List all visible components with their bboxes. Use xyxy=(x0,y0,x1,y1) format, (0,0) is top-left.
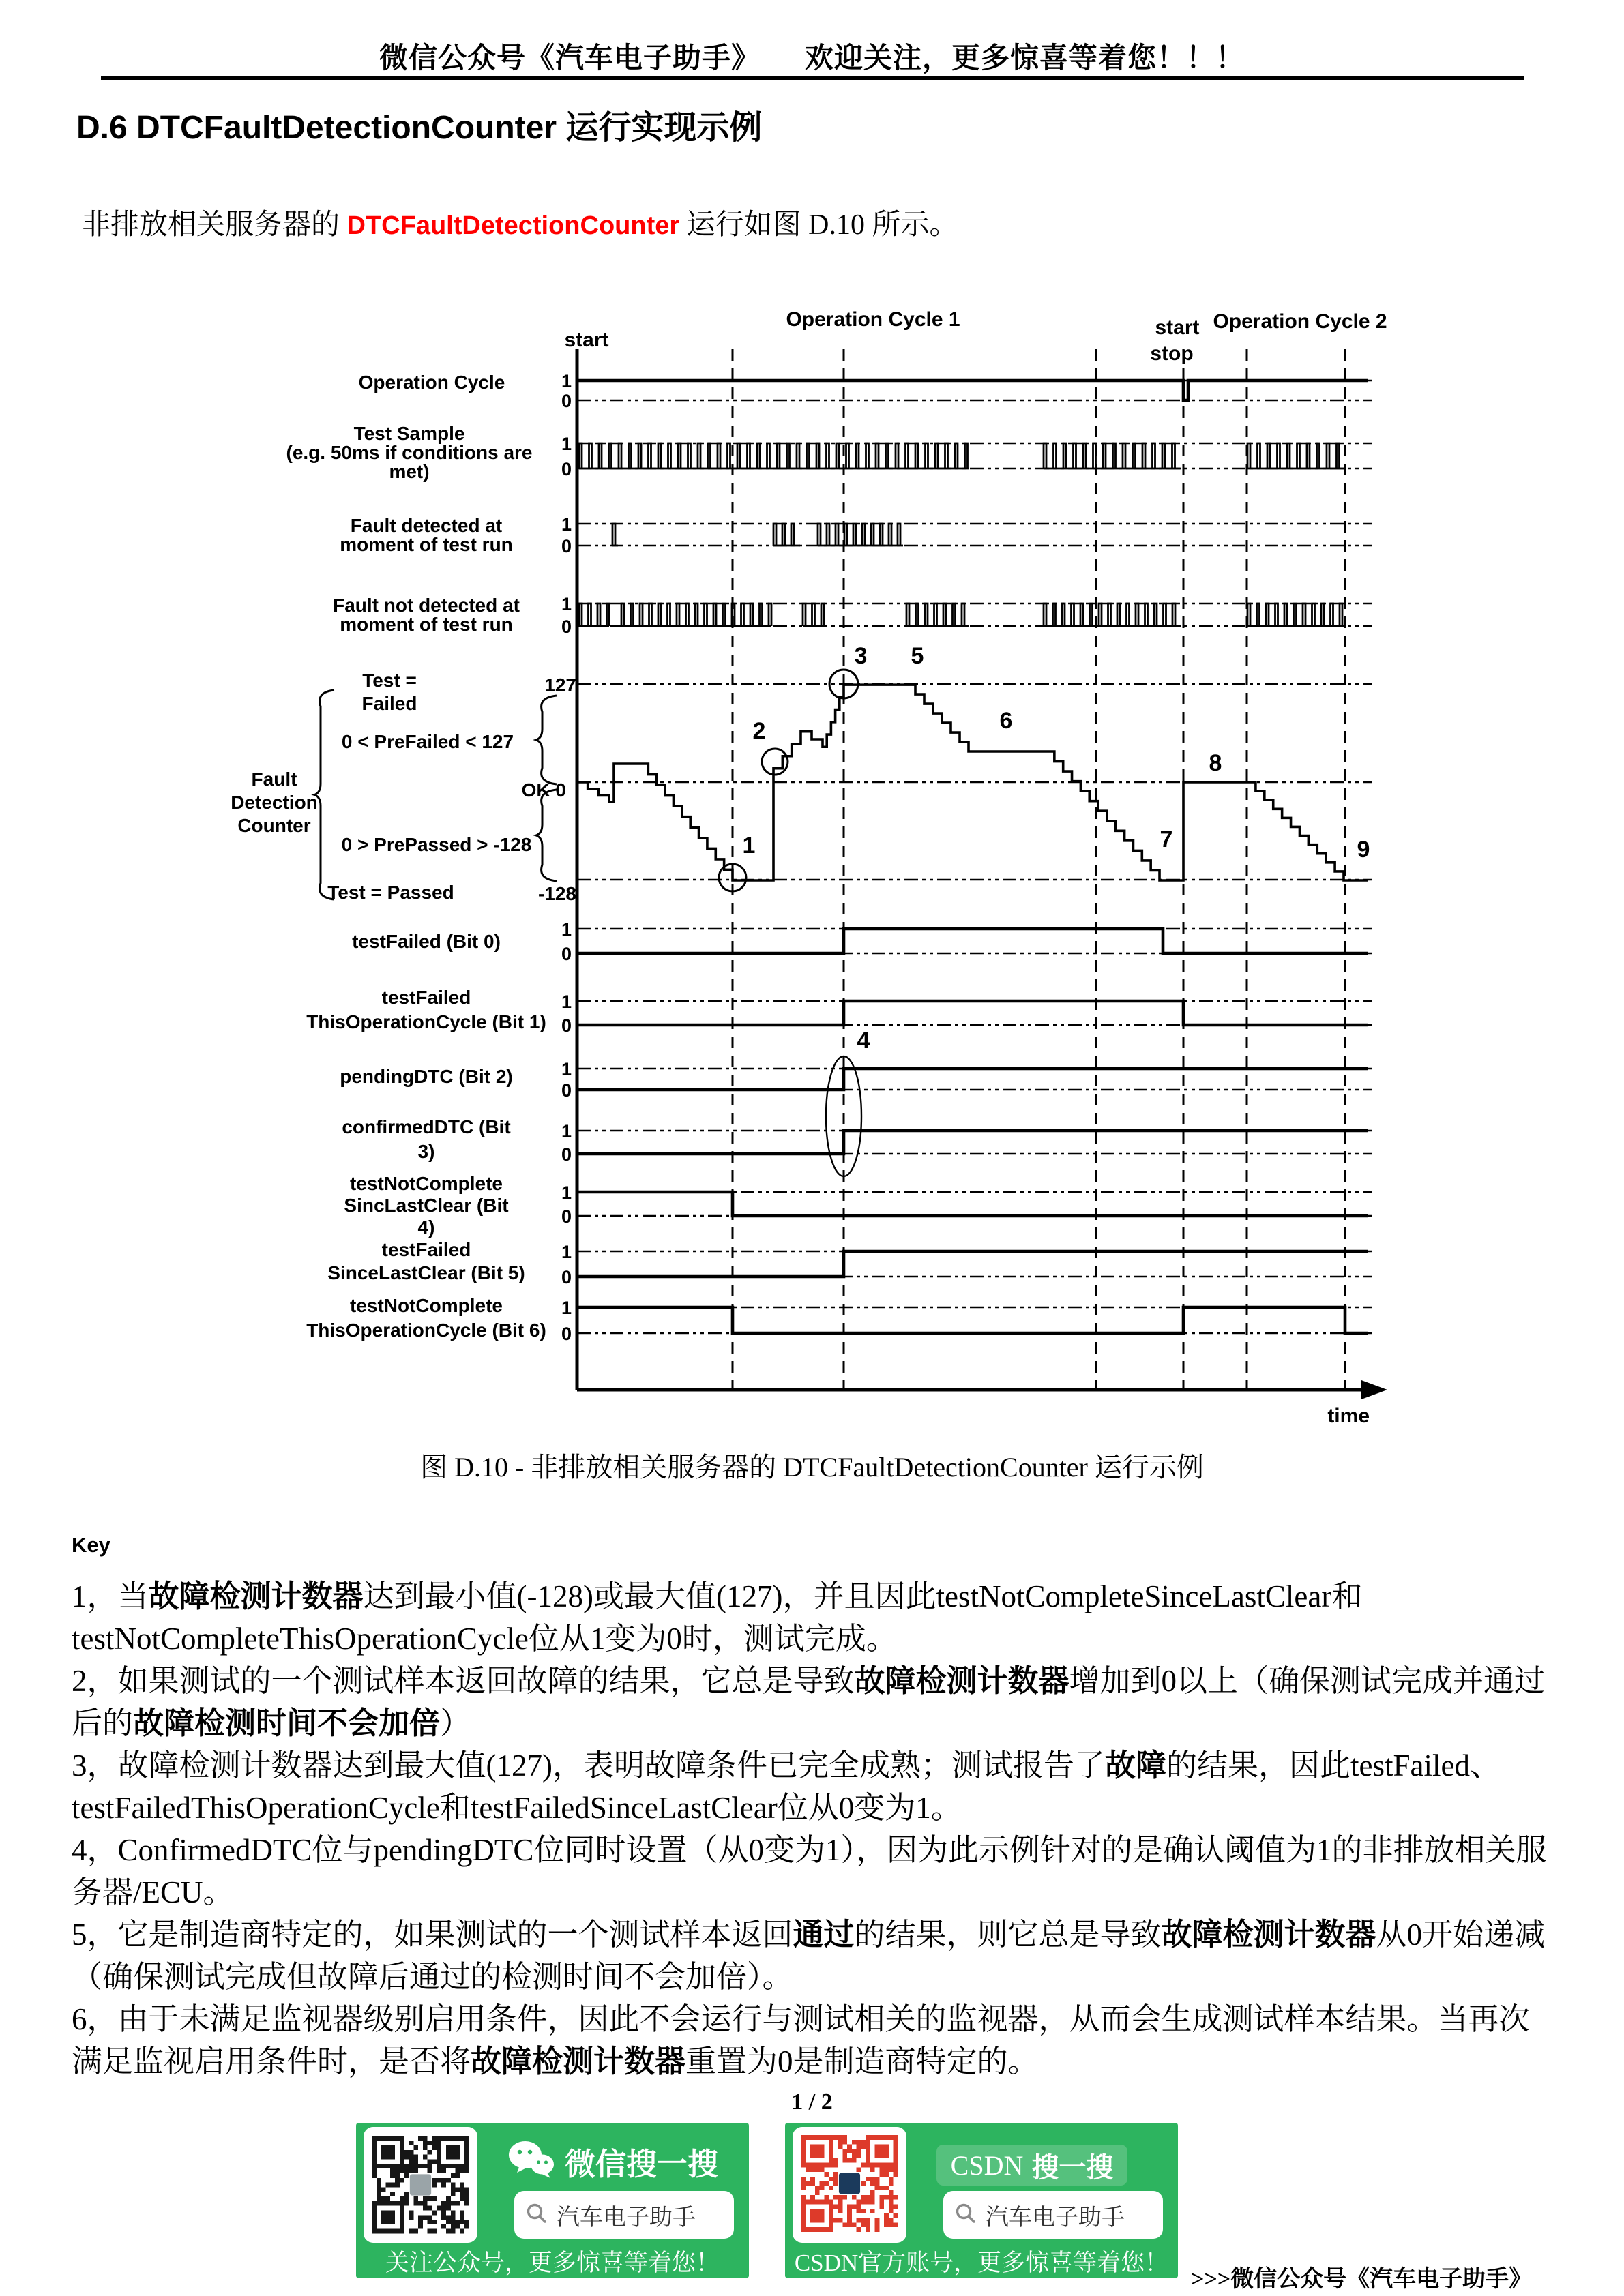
key-item: 2，如果测试的一个测试样本返回故障的结果，它总是导致故障检测计数器增加到0以上（确保测试完成并通过后的故障检测时间不会加倍） xyxy=(72,1664,1546,1740)
csdn-qr-code xyxy=(801,2135,898,2232)
brace xyxy=(536,790,557,881)
svg-text:Operation Cycle 2: Operation Cycle 2 xyxy=(1213,310,1387,333)
brace xyxy=(536,696,557,784)
wechat-card xyxy=(356,2123,749,2278)
figure-d10-timing-diagram xyxy=(0,293,1624,1446)
svg-text:testNotComplete: testNotComplete xyxy=(349,1173,503,1194)
csdn-qr-panel xyxy=(793,2127,906,2243)
key-section xyxy=(72,1533,1559,2083)
svg-text:0: 0 xyxy=(561,536,572,556)
svg-text:stop: stop xyxy=(1150,342,1194,365)
row-operation-cycle xyxy=(359,371,1372,411)
svg-text:0: 0 xyxy=(561,459,572,479)
page-number: 1 / 2 xyxy=(791,2089,833,2115)
svg-text:met): met) xyxy=(389,461,430,482)
svg-text:0: 0 xyxy=(561,1015,572,1036)
svg-text:1: 1 xyxy=(561,371,572,391)
intro-pre: 非排放相关服务器的 xyxy=(82,209,347,241)
svg-text:0 < PreFailed < 127: 0 < PreFailed < 127 xyxy=(341,731,514,752)
row-testFailedSinceLastClear-bit5 xyxy=(327,1239,1372,1287)
svg-text:6: 6 xyxy=(999,708,1013,734)
svg-text:Counter: Counter xyxy=(237,815,311,836)
svg-text:Failed: Failed xyxy=(361,693,417,714)
row-testNotCompleteSincLastClear-bit4 xyxy=(344,1173,1372,1238)
svg-text:pendingDTC (Bit 2): pendingDTC (Bit 2) xyxy=(340,1066,513,1087)
svg-text:127: 127 xyxy=(544,674,576,696)
svg-text:1: 1 xyxy=(561,1242,572,1262)
svg-text:start: start xyxy=(1155,316,1200,339)
cycle-labels xyxy=(564,308,1387,365)
dtc-counter-highlight: DTCFaultDetectionCounter xyxy=(346,211,680,240)
axes xyxy=(577,349,1387,1427)
svg-text:1: 1 xyxy=(561,1121,572,1142)
csdn-search-bar xyxy=(943,2191,1163,2239)
row-fault-detected xyxy=(340,514,1372,556)
svg-text:1: 1 xyxy=(561,1182,572,1203)
wechat-qr-code xyxy=(372,2135,469,2235)
time-arrow-icon xyxy=(1361,1380,1387,1399)
svg-text:0: 0 xyxy=(561,1080,572,1101)
svg-text:8: 8 xyxy=(1209,750,1222,776)
csdn-search-text: 汽车电子助手 xyxy=(986,2204,1125,2231)
figure-caption: 图 D.10 - 非排放相关服务器的 DTCFaultDetectionCounter 运行示例 xyxy=(420,1452,1204,1482)
row-testFailed-bit0 xyxy=(352,919,1372,964)
svg-text:Fault not detected at: Fault not detected at xyxy=(333,595,520,616)
key-items xyxy=(72,1575,1559,2083)
wechat-card-caption: 关注公众号，更多惊喜等着您！ xyxy=(385,2250,720,2276)
svg-text:time: time xyxy=(1327,1405,1370,1427)
key-item: 4，ConfirmedDTC位与pendingDTC位同时设置（从0变为1），因为此示例针对的是确认阈值为1的非排放相关服务器/ECU。 xyxy=(72,1833,1547,1909)
svg-text:1: 1 xyxy=(561,992,572,1012)
svg-text:Test =: Test = xyxy=(362,670,417,691)
svg-text:9: 9 xyxy=(1357,837,1370,863)
fdc-event-markers xyxy=(719,643,1370,1176)
fault-detection-counter xyxy=(231,670,1372,904)
svg-text:2: 2 xyxy=(752,718,766,744)
csdn-brand-text: CSDN xyxy=(950,2149,1024,2181)
svg-text:-128: -128 xyxy=(537,883,576,904)
wechat-search-text: 汽车电子助手 xyxy=(557,2204,696,2231)
svg-text:0: 0 xyxy=(561,1144,572,1165)
svg-text:3: 3 xyxy=(854,643,868,669)
intro-post: 运行如图 D.10 所示。 xyxy=(679,209,958,241)
svg-text:testNotComplete: testNotComplete xyxy=(349,1295,503,1316)
svg-text:OK 0: OK 0 xyxy=(521,779,566,801)
svg-text:1: 1 xyxy=(561,594,572,614)
wechat-search-bar xyxy=(514,2191,734,2239)
search-icon xyxy=(954,2202,977,2228)
dashed-gridlines xyxy=(733,349,1345,1390)
header-divider xyxy=(101,76,1524,80)
row-fault-not-detected xyxy=(333,594,1372,637)
svg-text:Fault: Fault xyxy=(251,769,297,790)
key-item: 5，它是制造商特定的，如果测试的一个测试样本返回通过的结果，则它总是导致故障检测计数器从0开始递减（确保测试完成但故障后通过的检测时间不会加倍）。 xyxy=(72,1918,1546,1994)
csdn-brand-pill xyxy=(936,2145,1127,2186)
row-testNotCompleteThisOperationCycle-bit6 xyxy=(306,1295,1372,1344)
svg-text:1: 1 xyxy=(561,514,572,535)
intro-paragraph xyxy=(82,202,958,243)
svg-text:Test Sample: Test Sample xyxy=(353,423,465,444)
svg-text:1: 1 xyxy=(561,1059,572,1079)
svg-text:testFailed (Bit 0): testFailed (Bit 0) xyxy=(352,931,501,952)
svg-text:(e.g. 50ms if conditions are: (e.g. 50ms if conditions are xyxy=(286,442,533,463)
svg-text:5: 5 xyxy=(911,643,924,669)
svg-text:ThisOperationCycle (Bit 1): ThisOperationCycle (Bit 1) xyxy=(306,1011,546,1032)
svg-text:SincLastClear (Bit: SincLastClear (Bit xyxy=(344,1195,509,1216)
page-header: 微信公众号《汽车电子助手》 欢迎关注，更多惊喜等着您！！！ xyxy=(379,43,1245,74)
svg-text:confirmedDTC (Bit: confirmedDTC (Bit xyxy=(342,1116,511,1137)
svg-text:0: 0 xyxy=(561,1267,572,1287)
svg-text:0: 0 xyxy=(561,944,572,964)
svg-text:0: 0 xyxy=(561,1206,572,1227)
key-item: 1，当故障检测计数器达到最小值(-128)或最大值(127)，并且因此testNotCompleteSinceLastClear和testNotCompleteThisOperationCycle位从1变为0时，测试完成。 xyxy=(72,1579,1363,1656)
search-icon xyxy=(525,2202,548,2228)
svg-text:1: 1 xyxy=(742,833,756,859)
row-testFailedThisOperationCycle-bit1 xyxy=(306,987,1372,1036)
svg-text:4): 4) xyxy=(417,1217,435,1238)
svg-text:Test = Passed: Test = Passed xyxy=(327,882,454,903)
svg-text:7: 7 xyxy=(1160,826,1173,852)
row-pendingDTC-bit2 xyxy=(340,1059,1372,1101)
svg-text:0: 0 xyxy=(561,1324,572,1344)
wechat-logo-icon xyxy=(507,2140,555,2183)
svg-text:Fault detected at: Fault detected at xyxy=(350,515,503,536)
row-test-sample xyxy=(286,423,1372,482)
csdn-card xyxy=(785,2123,1178,2278)
side-note: >>>微信公众号《汽车电子助手》 xyxy=(1191,2267,1533,2292)
wechat-qr-panel xyxy=(364,2127,477,2243)
svg-text:Operation Cycle 1: Operation Cycle 1 xyxy=(786,308,960,331)
key-item: 3，故障检测计数器达到最大值(127)，表明故障条件已完全成熟；测试报告了故障的结果，因此testFailed、testFailedThisOperationCycle和testFailedSinceLastClear位从0变为1。 xyxy=(72,1748,1501,1825)
page-title: D.6 DTCFaultDetectionCounter 运行实现示例 xyxy=(76,110,763,146)
key-item: 6，由于未满足监视器级别启用条件，因此不会运行与测试相关的监视器，从而会生成测试样本结果。当再次满足监视启用条件时，是否将故障检测计数器重置为0是制造商特定的。 xyxy=(72,2002,1530,2078)
svg-text:SinceLastClear (Bit 5): SinceLastClear (Bit 5) xyxy=(327,1262,525,1283)
svg-text:moment of test run: moment of test run xyxy=(340,614,513,635)
svg-text:3): 3) xyxy=(417,1141,435,1162)
svg-text:testFailed: testFailed xyxy=(381,1239,471,1260)
svg-text:Operation Cycle: Operation Cycle xyxy=(358,372,505,393)
key-heading: Key xyxy=(72,1533,110,1557)
svg-text:0: 0 xyxy=(561,616,572,637)
svg-text:start: start xyxy=(564,329,609,351)
wechat-brand-row xyxy=(507,2139,718,2183)
svg-text:moment of test run: moment of test run xyxy=(340,534,513,555)
svg-text:1: 1 xyxy=(561,434,572,454)
svg-text:1: 1 xyxy=(561,919,572,940)
svg-text:4: 4 xyxy=(857,1028,870,1054)
svg-text:1: 1 xyxy=(561,1298,572,1318)
svg-text:0 > PrePassed > -128: 0 > PrePassed > -128 xyxy=(341,834,532,855)
svg-text:0: 0 xyxy=(561,391,572,411)
svg-text:ThisOperationCycle (Bit 6): ThisOperationCycle (Bit 6) xyxy=(306,1320,546,1341)
csdn-brand-sou: 搜一搜 xyxy=(1031,2152,1114,2183)
wechat-brand-text: 微信搜一搜 xyxy=(565,2146,719,2181)
csdn-card-caption: CSDN官方账号，更多惊喜等着您！ xyxy=(794,2250,1169,2276)
svg-text:testFailed: testFailed xyxy=(381,987,471,1008)
svg-text:Detection: Detection xyxy=(231,792,318,813)
